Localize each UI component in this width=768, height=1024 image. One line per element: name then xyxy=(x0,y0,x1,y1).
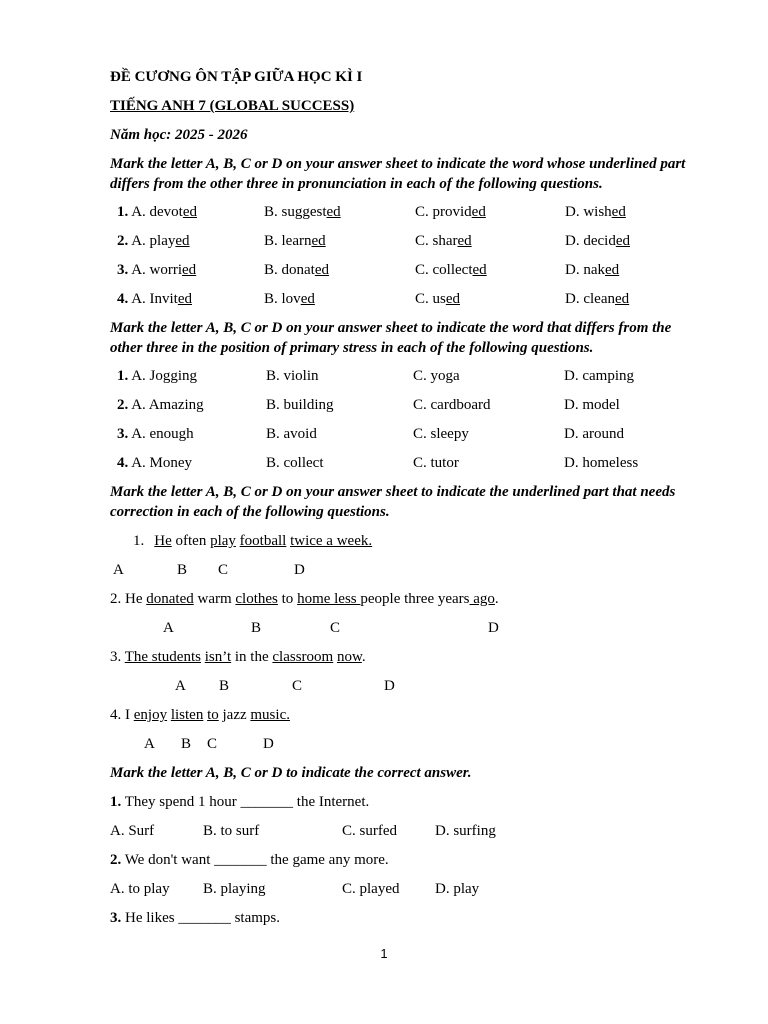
option-b: B. collect xyxy=(266,455,324,471)
letter-d: D xyxy=(263,736,274,752)
letter-b: B xyxy=(177,562,188,578)
option-b: B. loved xyxy=(264,291,315,307)
letter-c: C xyxy=(218,562,229,578)
question-number: 2. xyxy=(110,852,122,868)
option-c: C. tutor xyxy=(413,455,459,471)
s3-question-1: 1. He often play football twice a week. xyxy=(133,533,373,549)
option-a: A. Money xyxy=(131,455,193,471)
option-b: B. donated xyxy=(264,262,330,278)
option-d: D. cleaned xyxy=(565,291,630,307)
option-a: A. Surf xyxy=(110,823,155,839)
option-d: D. homeless xyxy=(564,455,639,471)
option-c: C. surfed xyxy=(342,823,397,839)
question-text: We don't want _______ the game any more. xyxy=(121,852,389,868)
s3-question-4: 4. I enjoy listen to jazz music. xyxy=(110,707,290,723)
question-number: 3. xyxy=(110,910,122,926)
s3-question-2: 2. He donated warm clothes to home less people three years ago. xyxy=(110,591,499,607)
option-c: C. provided xyxy=(415,204,486,220)
option-a: A. Jogging xyxy=(131,368,198,384)
option-c: C. collected xyxy=(415,262,487,278)
question-number: 1. xyxy=(117,204,129,220)
option-c: C. played xyxy=(342,881,400,897)
option-b: B. building xyxy=(266,397,334,413)
question-number: 1. xyxy=(110,794,122,810)
letter-b: B xyxy=(251,620,262,636)
section3-instruction: Mark the letter A, B, C or D on your answer sheet to indicate the underlined part that needs correction in each of the following questions. xyxy=(110,484,676,520)
option-a: A. devoted xyxy=(131,204,198,220)
letter-b: B xyxy=(181,736,192,752)
letter-d: D xyxy=(384,678,395,694)
option-b: B. playing xyxy=(203,881,266,897)
question-number: 1. xyxy=(117,368,129,384)
option-b: B. learned xyxy=(264,233,326,249)
option-c: C. cardboard xyxy=(413,397,491,413)
letter-b: B xyxy=(219,678,230,694)
letter-a: A xyxy=(144,736,155,752)
s4-question-3 xyxy=(110,909,280,927)
option-d: D. decided xyxy=(565,233,630,249)
question-number: 3. xyxy=(117,426,129,442)
option-a: A. played xyxy=(131,233,190,249)
option-d: D. around xyxy=(564,426,624,442)
option-b: B. violin xyxy=(266,368,319,384)
s4-question-2 xyxy=(110,851,389,869)
option-d: D. camping xyxy=(564,368,634,384)
option-d: D. naked xyxy=(565,262,620,278)
letter-c: C xyxy=(292,678,303,694)
option-a: A. worried xyxy=(131,262,197,278)
question-number: 2. xyxy=(117,397,129,413)
option-b: B. suggested xyxy=(264,204,341,220)
page-number: 1 xyxy=(380,946,388,961)
question-number: 4. xyxy=(117,455,129,471)
document-subtitle: TIẾNG ANH 7 (GLOBAL SUCCESS) xyxy=(110,98,355,114)
option-d: D. model xyxy=(564,397,620,413)
option-c: C. shared xyxy=(415,233,472,249)
letter-d: D xyxy=(294,562,305,578)
option-b: B. to surf xyxy=(203,823,260,839)
question-text: He likes _______ stamps. xyxy=(121,910,280,926)
option-c: C. yoga xyxy=(413,368,460,384)
letter-a: A xyxy=(163,620,174,636)
letter-c: C xyxy=(330,620,341,636)
option-c: C. sleepy xyxy=(413,426,469,442)
option-c: C. used xyxy=(415,291,461,307)
option-d: D. play xyxy=(435,881,480,897)
option-d: D. wished xyxy=(565,204,626,220)
option-a: A. to play xyxy=(110,881,170,897)
option-a: A. enough xyxy=(131,426,194,442)
question-text: They spend 1 hour _______ the Internet. xyxy=(121,794,370,810)
section4-instruction: Mark the letter A, B, C or D to indicate the correct answer. xyxy=(110,765,472,781)
option-a: A. Invited xyxy=(131,291,193,307)
document-title: ĐỀ CƯƠNG ÔN TẬP GIỮA HỌC KÌ I xyxy=(110,69,363,85)
section2-instruction: Mark the letter A, B, C or D on your answer sheet to indicate the word that differs from the other three in the position of primary stress in each of the following questions. xyxy=(110,320,672,356)
letter-a: A xyxy=(175,678,186,694)
letter-a: A xyxy=(113,562,124,578)
letter-c: C xyxy=(207,736,218,752)
question-number: 2. xyxy=(117,233,129,249)
question-number: 4. xyxy=(117,291,129,307)
school-year: Năm học: 2025 - 2026 xyxy=(110,127,248,143)
s4-question-1 xyxy=(110,793,369,811)
section1-instruction: Mark the letter A, B, C or D on your answer sheet to indicate the word whose underlined part differs from the other three in pronunciation in each of the following questions. xyxy=(110,156,686,192)
letter-d: D xyxy=(488,620,499,636)
option-b: B. avoid xyxy=(266,426,317,442)
option-a: A. Amazing xyxy=(131,397,204,413)
question-number: 3. xyxy=(117,262,129,278)
s3-question-3: 3. The students isn’t in the classroom now. xyxy=(110,649,366,665)
option-d: D. surfing xyxy=(435,823,496,839)
